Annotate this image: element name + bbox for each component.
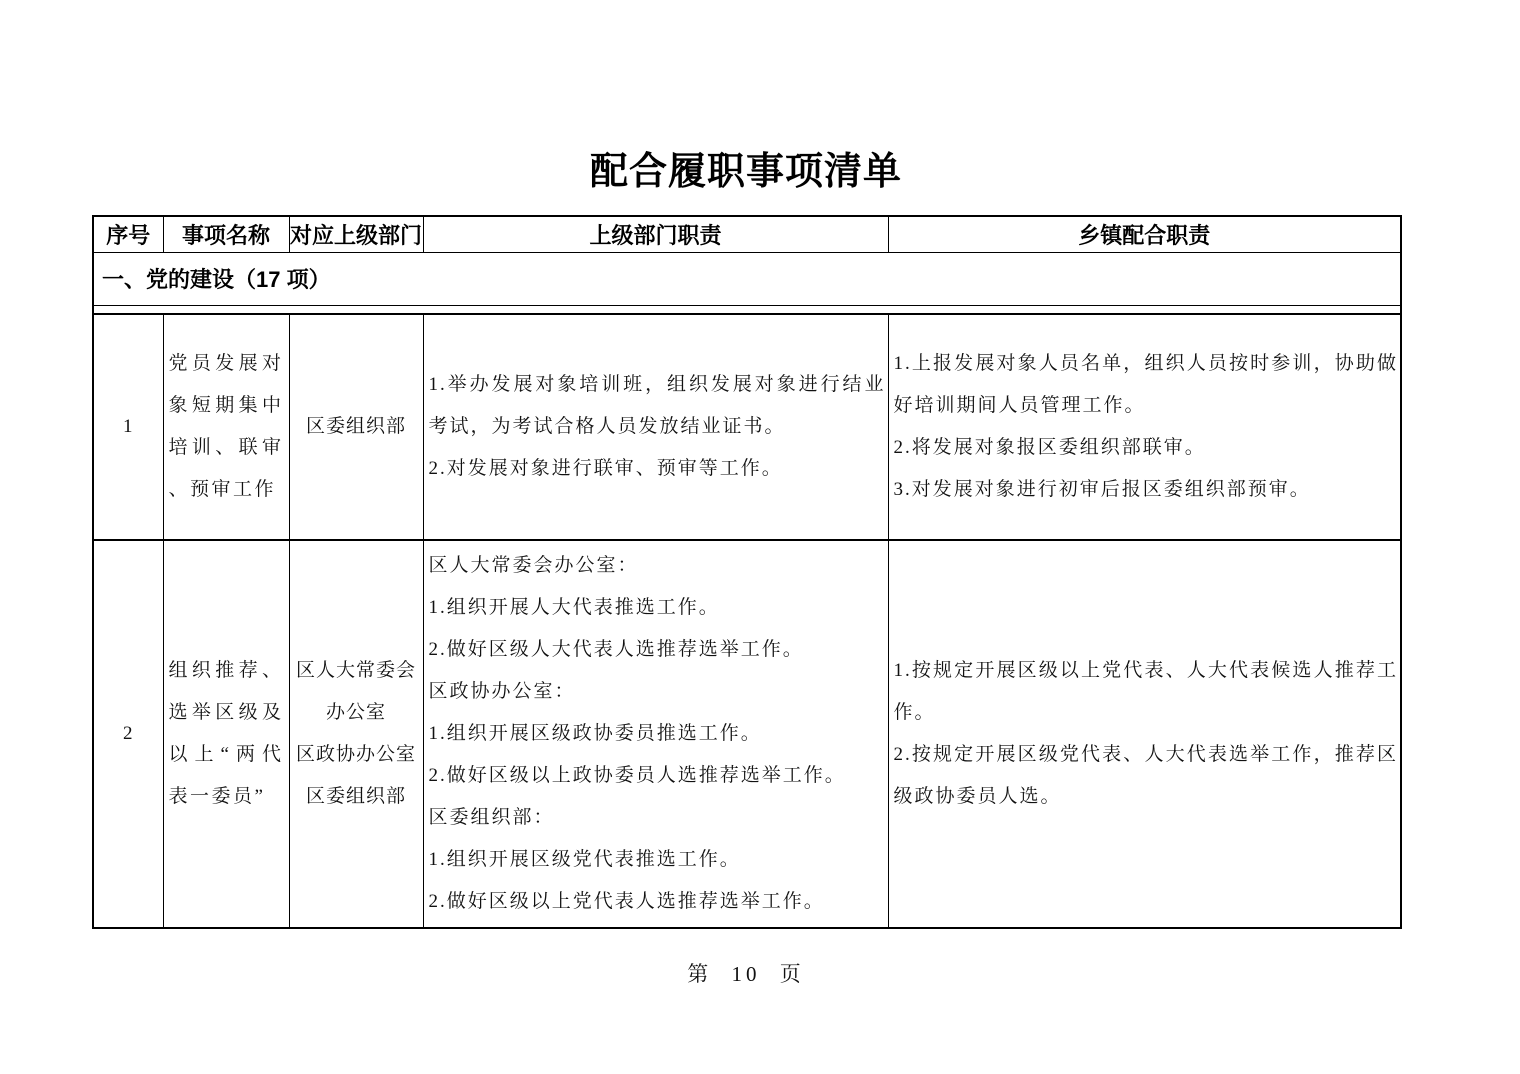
duty-line: 2.对发展对象进行联审、预审等工作。 bbox=[428, 458, 783, 479]
page-number: 第 10 页 bbox=[687, 962, 805, 986]
town-duties-cell bbox=[888, 540, 1401, 928]
duty-line: 1.上报发展对象人员名单，组织人员按时参训，协助做好培训期间人员管理工作。 bbox=[893, 353, 1398, 416]
duty-line: 1.组织开展区级政协委员推选工作。 bbox=[428, 723, 762, 744]
column-header-seq: 序号 bbox=[93, 216, 163, 253]
upper-duties-cell bbox=[423, 540, 888, 928]
duty-line: 区委组织部： bbox=[428, 807, 555, 828]
column-header-town-duties: 乡镇配合职责 bbox=[888, 216, 1401, 253]
departments-cell bbox=[289, 314, 423, 540]
table-row bbox=[93, 540, 1401, 928]
duty-line: 2.按规定开展区级党代表、人大代表选举工作，推荐区级政协委员人选。 bbox=[893, 744, 1398, 807]
duty-line: 2.做好区级以上党代表人选推荐选举工作。 bbox=[428, 891, 825, 912]
section-row bbox=[93, 253, 1401, 306]
seq-cell: 1 bbox=[93, 314, 163, 540]
department-line: 区委组织部 bbox=[305, 786, 406, 807]
item-name-cell: 组织推荐、选举区级及以上“两代表一委员” bbox=[163, 540, 289, 928]
duty-line: 2.做好区级人大代表人选推荐选举工作。 bbox=[428, 639, 804, 660]
column-header-department: 对应上级部门 bbox=[289, 216, 423, 253]
column-header-item-name: 事项名称 bbox=[163, 216, 289, 253]
town-duties-cell bbox=[888, 314, 1401, 540]
spacer-row bbox=[93, 306, 1401, 315]
seq-cell: 2 bbox=[93, 540, 163, 928]
section-title: 一、党的建设（17 项） bbox=[93, 253, 1401, 306]
header-row bbox=[93, 216, 1401, 253]
duty-line: 1.组织开展区级党代表推选工作。 bbox=[428, 849, 741, 870]
table-row bbox=[93, 314, 1401, 540]
department-line: 区政协办公室 bbox=[295, 744, 416, 765]
upper-duties-cell bbox=[423, 314, 888, 540]
department-line: 区委组织部 bbox=[305, 416, 406, 437]
duty-line: 1.按规定开展区级以上党代表、人大代表候选人推荐工作。 bbox=[893, 660, 1398, 723]
item-name-cell: 党员发展对象短期集中培训、联审、预审工作 bbox=[163, 314, 289, 540]
departments-cell bbox=[289, 540, 423, 928]
duty-line: 1.组织开展人大代表推选工作。 bbox=[428, 597, 720, 618]
column-header-upper-duties: 上级部门职责 bbox=[423, 216, 888, 253]
department-line: 区人大常委会办公室 bbox=[295, 660, 416, 723]
duty-line: 2.做好区级以上政协委员人选推荐选举工作。 bbox=[428, 765, 846, 786]
duty-line: 区政协办公室： bbox=[428, 681, 576, 702]
duty-line: 3.对发展对象进行初审后报区委组织部预审。 bbox=[893, 479, 1311, 500]
duty-line: 区人大常委会办公室： bbox=[428, 555, 639, 576]
duties-table bbox=[92, 215, 1402, 929]
duty-line: 2.将发展对象报区委组织部联审。 bbox=[893, 437, 1206, 458]
page-title: 配合履职事项清单 bbox=[589, 151, 902, 193]
duty-line: 1.举办发展对象培训班，组织发展对象进行结业考试，为考试合格人员发放结业证书。 bbox=[428, 374, 886, 437]
